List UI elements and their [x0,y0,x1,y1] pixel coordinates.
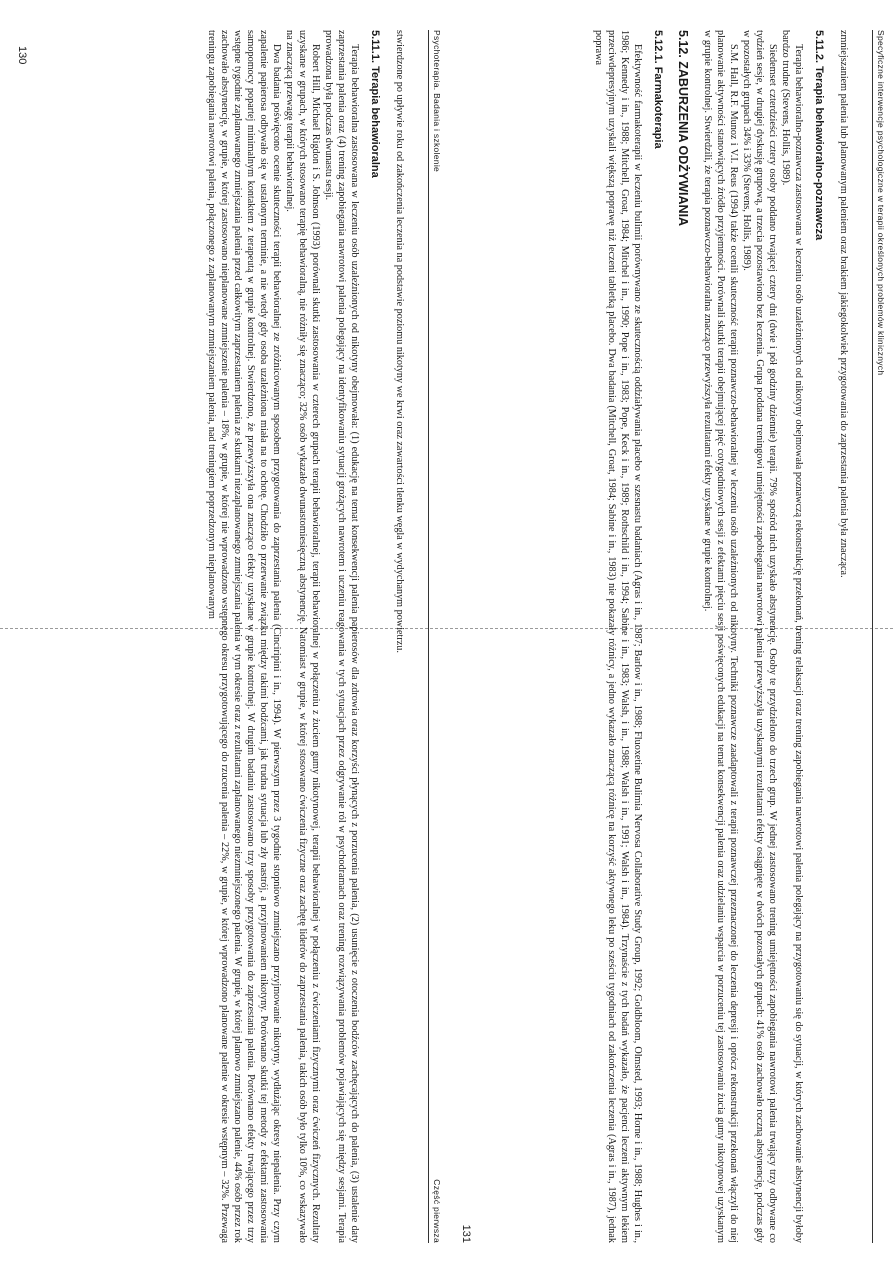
body-paragraph: Dwa badania poświęcono ocenie skuteczności terapii behawioralnej ze zróżnicowanym sposobem przygotowania do zaprzestania palenia (Cinciripini i in., 1994). W pierwszym przez 3 tygodnie stopniowo zmniejszano przyjmowanie nikotyny, wydłużając okresy niepalenia. Przy czym zapalenie papierosa odbywało się w ustalonym terminie, a nie wtedy gdy osoba uzależniona miała na to ochotę. Chodziło o przerwanie związku między takimi bodźcami, jak trudna sytuacja lub zły nastrój, a przyjmowaniem nikotyny. Porównano skutki tej metody z efektami zastosowania samopomocy popartej minimalnym kontaktem z terapeutą w grupie kontrolnej. Stwierdzono, że przewyższyła ona znacząco efekty uzyskane w grupie kontrolnej. W drugim badaniu zastosowano trzy sposoby przygotowania do zaprzestania palenia. Porównano efekty trwającego przez trzy wstępne tygodnie zaplanowanego zmniejszania palenia przed całkowitym zaprzestaniem palenia ze skutkami niezaplanowanego zmniejszania palenia w tym okresie oraz z rezultatami zaplanowanego niezmniejszonego palenia. W grupie, w której planowo zmniejszano palenie, 44% osób przez rok zachowało abstynencję, w grupie, w której zastosowano nieplanowane zmniejszenie palenia – 18%, w grupie, w której nie wprowadzono wstępnego okresu przygotowującego do rzucenia palenia – 22%, w grupie, w której wprowadzono planowane palenie w okresie wstępnym – 32%. Przewaga treningu zapobiegania nawrotowi palenia, połączonego z zaplanowanym zmniejszaniem palenia, nad treningiem poprzedzonym nieplanowanym [206,30,282,1243]
header-rule [872,30,873,1243]
intro-paragraph: zmniejszaniem palenia lub planowanym paleniem oraz brakiem jakiegokolwiek przygotowania do zaprzestania palenia była znacząca. [838,30,849,578]
left-page [6,0,446,1263]
chapter-section-heading: 5.12. ZABURZENIA ODŻYWIANIA [676,30,690,227]
body-paragraph: Siedemset czterdzieści cztery osoby poddano trwającej cztery dni (dwie i pół godziny dziennie) terapii. 79% spośród nich uzyskało abstynencję. Osoby te przydzielono do trzech grup. W jednej zastosowano trening umiejętności zapobiegania nawrotowi palenia trwający trzy odbywane co tydzień sesje, w drugiej dyskusję grupową, a trzecia pozostawiono bez leczenia. Grupa poddana treningowi umiejętności zapobiegania nawrotowi palenia przewyższyła uzyskanymi rezultatami efekty osiągnięte w dwóch pozostałych grupach: 41% osób zachowało roczną abstynencję, podczas gdy w pozostałych grupach 34% i 33% (Stevens, Hollis, 1989). [741,30,778,1243]
subsection-heading: 5.12.1. Farmakoterapia [652,30,664,149]
header-rule [428,30,429,1243]
intro-paragraph: stwierdzone po upływie roku od zakończenia leczenia na podstawie poziomu nikotyny we krwi oraz zawartości tlenku węgla w wydychanym powietrzu. [394,30,405,653]
body-paragraph: Terapia behawioralna zastosowana w leczeniu osób uzależnionych od nikotyny obejmowała: (1) edukację na temat konsekwencji palenia papierosów dla zdrowia oraz korzyści płynących z porzucenia palenia, (2) usunięcie z otoczenia bodźców zachęcających do palenia, (3) ustalenie daty zaprzestania palenia oraz (4) trening zapobiegania nawrotowi palenia polegający na identyfikowaniu sytuacji grożących nawrotem i uczeniu reagowania w tych sytuacjach przez odgrywanie ról w psychodramach oraz trening rozwiązywania problemów pojawiających się między sesjami. Terapia prowadzona była podczas dwunastu sesji. [323,30,360,1243]
body-paragraph: Terapia behawioralno-poznawcza zastosowana w leczeniu osób uzależnionych od nikotyny obejmowała poznawczą rekonstrukcję przekonań, trening relaksacji oraz trening zapobiegania nawrotowi palenia polegający na przygotowaniu się do sytuacji, w których zachowanie abstynencji byłoby bardzo trudne (Stevens, Hollis, 1989). [780,30,804,1243]
running-header [428,30,442,1243]
right-page [450,0,890,1263]
header-chapter-title: Specyficzne interwencje psychologiczne w terapii określonych problemów klinicznych [876,30,886,376]
header-part-name: Część pierwsza [432,1179,442,1243]
body-paragraph: Efektywność farmakoterapii w leczeniu bulimii porównywano ze skutecznością oddziaływania placebo w szesnastu badaniach (Agras i in., 1987; Barlow i in., 1988; Fluoxetine Bulimia Nervosa Collaborative Study Group, 1992; Goldbloom, Olmsted, 1993; Horne i in., 1988; Hughes i in., 1986; Kennedy i in., 1988; Mitchell, Groat, 1984; Mitchel i in., 1990; Pope i in., 1983; Pope, Keck i in., 1989; Rothschild i in., 1994; Sabine i in., 1983; Walsh, i in., 1988; Walsh i in., 1991; Walsh i in., 1984). Trzynaście z tych badań wykazało, że pacjenci leczeni aktywnym lekiem przeciwdepresyjnym uzyskali większą poprawę niż leczeni tabletką placebo. Dwa badania (Mitchell, Groat, 1984; Sabine i in., 1983) nie pokazały różnicy, a jedno wykazało znaczącą różnicę na korzyść aktywnego leku po sześciu tygodniach od zakończenia leczenia (Agras i in., 1987), jednak poprawa [593,30,643,1243]
body-paragraph: Robert Hill, Michael Rigdon i S. Johnson (1993) porównali skutki zastosowania w czterech grupach terapii behawioralnej, terapii behawioralnej w połączeniu z żuciem gumy nikotynowej, terapii behawioralnej w połączeniu z ćwiczeniami fizycznymi oraz ćwiczeń fizycznych. Rezultaty uzyskane w grupach, w których stosowano terapię behawioralną, nie różniły się znacząco; 32% osób wykazało dwunastomiesięczną abstynencję. Natomiast w grupie, w której stosowano ćwiczenia fizyczne oraz zachętę liderów do zaprzestania palenia, takich osób było tylko 10%, co wskazywało na znaczącą przewagę terapii behawioralnej. [284,30,321,1243]
page-number: 130 [16,46,28,65]
left-page-body [44,30,406,1243]
running-header [872,30,886,1243]
section-heading: 5.11.2. Terapia behawioralno-poznawcza [813,30,825,241]
page-number: 131 [460,1224,472,1243]
body-paragraph: S.M. Hall, R.F. Munoz i V.I. Reus (1994) także ocenili skuteczność terapii poznawczo-behawioralnej w leczeniu osób uzależnionych od nikotyny. Techniki poznawcze zaadaptowali z terapii poznawczej przeznaczonej do leczenia depresji i oprócz rekonstrukcji przekonań włączyli do niej planowanie aktywności stanowiących źródło przyjemności. Porównali skutki terapii obejmującej pięć cotygodniowych sesji z efektami pięciu sesji poświęconych edukacji na temat konsekwencji palenia oraz udzielaniu wsparcia w porzuceniu tej zastosowaniu żucia gumy nikotynowej uzyskanym w grupie kontrolnej. Stwierdzili, że terapia poznawczo-behawioralna znacząco przewyższyła rezultatami efekty uzyskane w grupie kontrolnej. [702,30,739,1243]
header-book-title: Psychoterapia. Badania i szkolenie [432,30,442,173]
right-page-body [488,30,850,1243]
section-heading: 5.11.1. Terapia behawioralna [369,30,381,178]
